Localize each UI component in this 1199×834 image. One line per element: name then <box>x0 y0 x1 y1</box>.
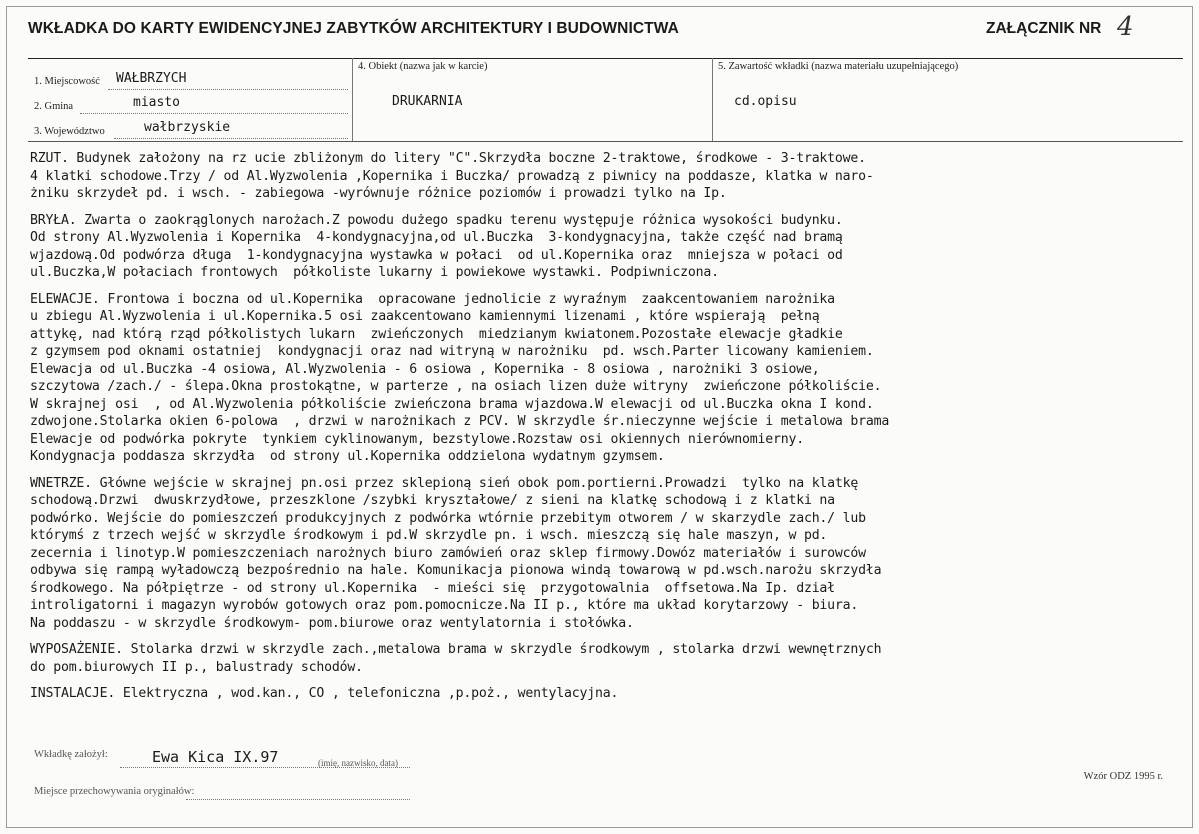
description-line: ELEWACJE. Frontowa i boczna od ul.Kopernika opracowane jednolicie z wyraźnym zaakcentowaniem narożnika <box>30 291 835 307</box>
description-line: WNETRZE. Główne wejście w skrajnej pn.osi przez sklepioną sień obok pom.portierni.Prowadzi tylko na klatkę <box>30 475 859 491</box>
gmina-value: miasto <box>133 95 180 110</box>
attachment-number: 4 <box>1117 12 1134 42</box>
description-line: RZUT. Budynek założony na rz ucie zbliżonym do litery "C".Skrzydła boczne 2-traktowe, środkowe - 3-traktowe. <box>30 151 866 166</box>
header-divider-2 <box>712 58 713 141</box>
miejscowosc-value: WAŁBRZYCH <box>116 71 187 86</box>
description-line: środkowego. Na półpiętrze - od strony ul.Kopernika - mieści się przygotowalnia offsetowa.Na Ip. dział <box>30 580 835 596</box>
description-line: Od strony Al.Wyzwolenia i Kopernika 4-kondygnacyjna,od ul.Buczka 3-kondygnacyjna, także część nad bramą <box>30 230 843 245</box>
description-line: Elewacja od ul.Buczka -4 osiowa, Al.Wyzwolenia - 6 osiowa , Kopernika - 8 osiowa , narożniki 3 osiowe, <box>30 361 820 377</box>
miejsce-line <box>186 799 410 800</box>
description-line: z gzymsem pod oknami ostatniej kondygnacji oraz nad witryną w narożniku pd. wsch.Parter licowany kamieniem. <box>30 344 874 359</box>
description-line: ul.Buczka,W połaciach frontowych półkoliste lukarny i powiekowe wystawki. Podpiwniczona. <box>30 265 719 280</box>
signature-caption: (imię, nazwisko, data) <box>318 758 398 768</box>
document-title: WKŁADKA DO KARTY EWIDENCYJNEJ ZABYTKÓW ARCHITEKTURY I BUDOWNICTWA <box>28 20 679 37</box>
gmina-label: 2. Gmina <box>34 101 74 112</box>
description-line: schodową.Drzwi dwuskrzydłowe, przeszklone /szybki kryształowe/ z sieni na klatkę schodową i z klatki na <box>30 493 835 508</box>
description-line: do pom.biurowych II p., balustrady schodów. <box>30 659 363 675</box>
miejscowosc-line <box>108 89 348 90</box>
description-line: którymś z trzech wejść w skrzydle środkowym i pd.W skrzydle pn. i wsch. mieszczą się hale maszyn, w pd. <box>30 528 828 543</box>
miejscowosc-label: 1. Miejscowość <box>34 76 100 87</box>
description-line: podwórko. Wejście do pomieszczeń produkcyjnych z podwórka wtórnie przebitym otworem / w skarzydle zach./ lub <box>30 510 866 526</box>
description-paragraph <box>30 475 1180 633</box>
description-line: Na poddaszu - w skrzydle środkowym- pom.biurowe oraz wentylatornia i stołówka. <box>30 615 634 631</box>
description-line: attykę, nad którą rząd półkolistych lukarn zwieńczonych miedzianym kwiatonem.Pozostałe elewacje gładkie <box>30 326 843 342</box>
description-paragraph <box>30 212 1180 282</box>
description-line: zecernia i linotyp.W pomieszczeniach narożnych biuro zamówień oraz sklep firmowy.Dowóz materiałów i surowców <box>30 545 866 561</box>
wojewodztwo-value: wałbrzyskie <box>144 120 231 135</box>
attachment-label: ZAŁĄCZNIK NR <box>986 20 1102 37</box>
zawartosc-label: 5. Zawartość wkładki (nazwa materiału uzupełniającego) <box>718 61 959 72</box>
wykonal-label: Wkładkę założył: <box>34 749 108 760</box>
description-line: zdwojone.Stolarka okien 6-polowa , drzwi w narożnikach z PCV. W skrzydle śr.nieczynne wejście i metalowa brama <box>30 414 890 429</box>
description-paragraph <box>30 685 1180 703</box>
description-line: Elewacje od podwórka pokryte tynkiem cyklinowanym, bezstylowe.Rozstaw osi okiennych nierównomierny. <box>30 431 804 447</box>
wojewodztwo-line <box>114 138 348 139</box>
description-line: odbywa się rampą wyładowczą bezpośrednio na hale. Komunikacja pionowa windą towarową w pd.wsch.narożu skrzydła <box>30 563 882 578</box>
description-line: szczytowa /zach./ - ślepa.Okna prostokątne, w parterze , na osiach lizen duże witryny zwieńczone półkoliście. <box>30 379 882 394</box>
description-line: Kondygnacja poddasza skrzydła od strony ul.Kopernika oddzielona wydatnym gzymsem. <box>30 449 665 464</box>
description-line: introligatorni i magazyn wyrobów gotowych oraz pom.pomocnicze.Na II p., które ma układ korytarzowy - biura. <box>30 598 859 613</box>
description-line: u zbiegu Al.Wyzwolenia i ul.Kopernika.5 osi zaakcentowano kamiennymi lizenami , które wspierają pełną <box>30 309 820 324</box>
header-rule-top <box>28 58 1183 59</box>
gmina-line <box>80 113 348 114</box>
description-paragraph <box>30 641 1180 676</box>
description-paragraph <box>30 150 1180 203</box>
description-line: W skrajnej osi , od Al.Wyzwolenia półkoliście zwieńczona brama wjazdowa.W elewacji od ul.Buczka okna I kond. <box>30 396 874 412</box>
wojewodztwo-label: 3. Województwo <box>34 126 105 137</box>
obiekt-value: DRUKARNIA <box>392 94 463 109</box>
miejsce-label: Miejsce przechowywania oryginałów: <box>34 786 195 797</box>
description-line: BRYŁA. Zwarta o zaokrąglonych narożach.Z powodu dużego spadku terenu występuje różnica wysokości budynku. <box>30 212 843 228</box>
description-line: 4 klatki schodowe.Trzy / od Al.Wyzwolenia ,Kopernika i Buczka/ prowadzą z piwnicy na poddasze, klatka w naro- <box>30 168 874 184</box>
header-rule-bottom <box>28 141 1183 142</box>
author-signature: Ewa Kica IX.97 <box>152 748 279 766</box>
description-line: żniku skrzydeł pd. i wsch. - zabiegowa -wyrównuje różnice poziomów i prowadzi tylko na Ip. <box>30 186 727 201</box>
description-body <box>30 150 1180 712</box>
form-version: Wzór ODZ 1995 r. <box>1083 771 1163 782</box>
description-line: INSTALACJE. Elektryczna , wod.kan., CO , telefoniczna ,p.poż., wentylacyjna. <box>30 686 619 701</box>
description-line: wjazdową.Od podwórza długa 1-kondygnacyjna wystawka w połaci od ul.Kopernika oraz mniejsza w połaci od <box>30 247 843 263</box>
description-line: WYPOSAŻENIE. Stolarka drzwi w skrzydle zach.,metalowa brama w skrzydle środkowym , stolarka drzwi wewnętrznych <box>30 642 882 657</box>
zawartosc-value: cd.opisu <box>734 94 797 109</box>
header-divider-1 <box>352 58 353 141</box>
obiekt-label: 4. Obiekt (nazwa jak w karcie) <box>358 61 488 72</box>
description-paragraph <box>30 291 1180 466</box>
